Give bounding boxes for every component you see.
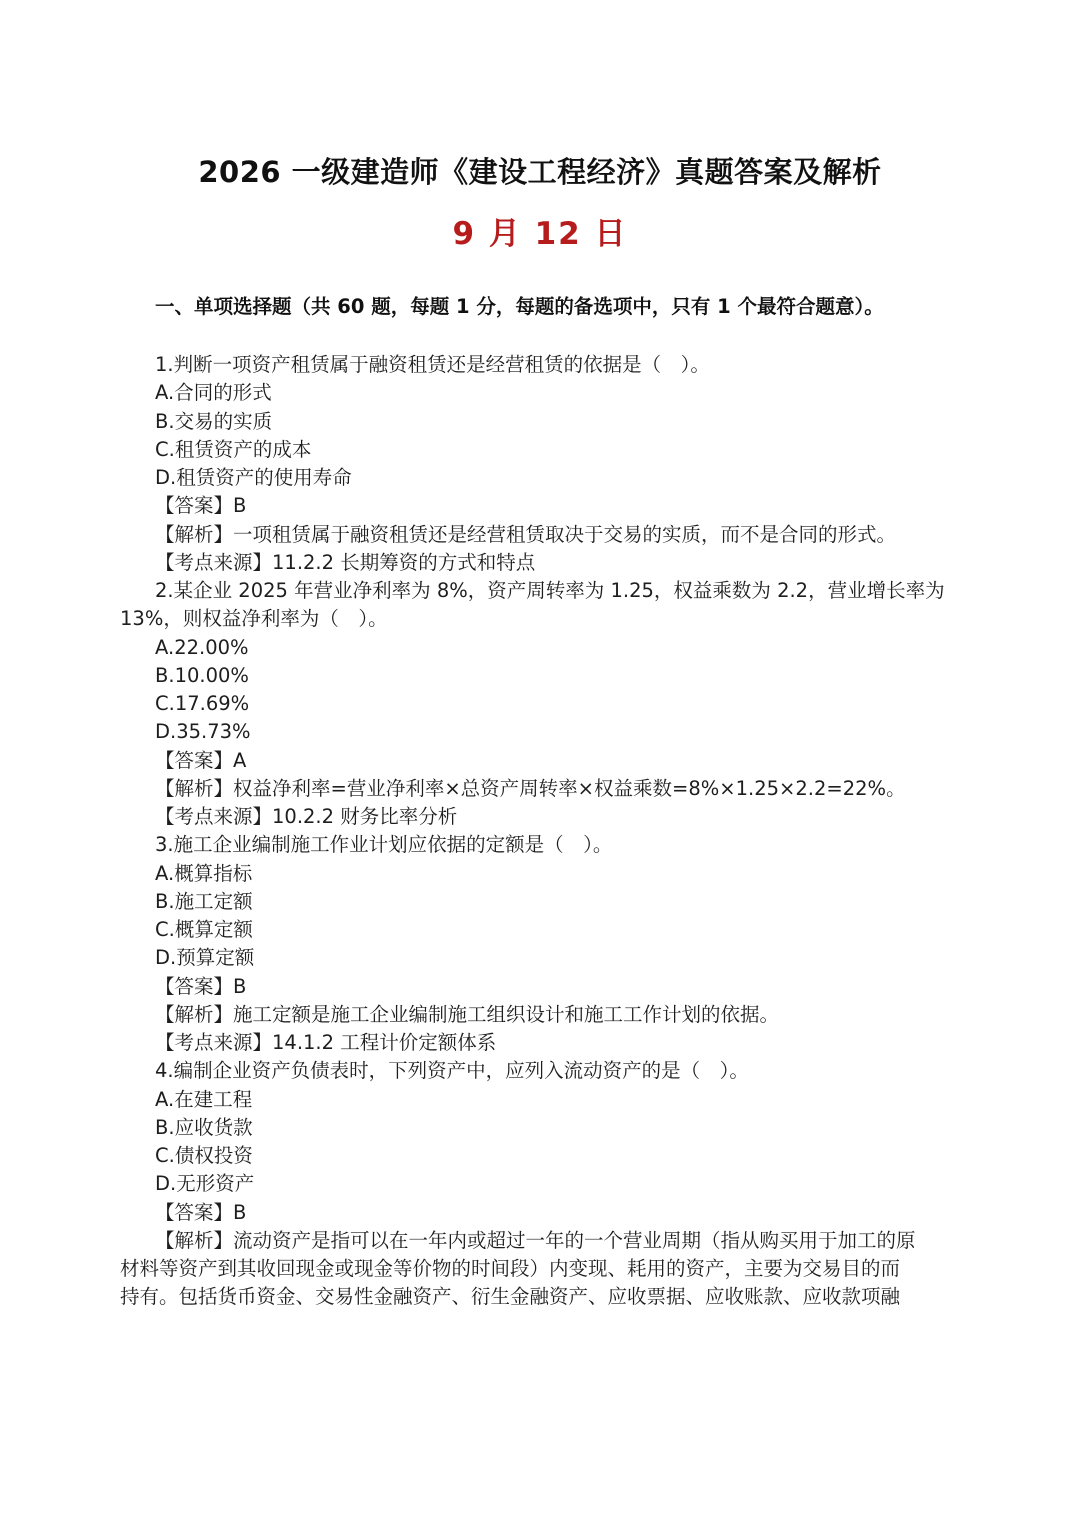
answer: 【答案】B: [155, 1200, 247, 1224]
source: 【考点来源】14.1.2 工程计价定额体系: [155, 1031, 497, 1054]
analysis-continued: 材料等资产到其收回现金或现金等价物的时间段）内变现、耗用的资产，主要为交易目的而: [120, 1257, 901, 1280]
option-b: B.施工定额: [155, 889, 253, 913]
page-title: 2026 一级建造师《建设工程经济》真题答案及解析: [198, 155, 882, 189]
option-b: B.应收货款: [155, 1115, 253, 1139]
option-c: C.17.69%: [155, 692, 250, 715]
option-c: C.债权投资: [155, 1144, 253, 1167]
question-1: [0, 351, 1080, 577]
option-a: A.22.00%: [155, 635, 249, 659]
answer: 【答案】B: [155, 494, 247, 518]
analysis: 【解析】流动资产是指可以在一年内或超过一年的一个营业周期（指从购买用于加工的原: [155, 1228, 916, 1252]
question-stem-continued: 13%，则权益净利率为（ ）。: [120, 607, 388, 631]
option-b: B.10.00%: [155, 663, 249, 687]
exam-date: 9 月 12 日: [452, 216, 628, 252]
analysis: 【解析】施工定额是施工企业编制施工组织设计和施工工作计划的依据。: [155, 1002, 780, 1026]
analysis-continued: 持有。包括货币资金、交易性金融资产、衍生金融资产、应收票据、应收账款、应收款项融: [120, 1285, 901, 1309]
question-stem: 1.判断一项资产租赁属于融资租赁还是经营租赁的依据是（ ）。: [155, 353, 710, 376]
question-3: [0, 831, 1080, 1057]
option-d: D.预算定额: [155, 946, 255, 970]
question-stem: 4.编制企业资产负债表时，下列资产中，应列入流动资产的是（ ）。: [155, 1059, 749, 1083]
option-a: A.在建工程: [155, 1087, 253, 1111]
option-c: C.租赁资产的成本: [155, 437, 312, 461]
question-4: [0, 1057, 1080, 1311]
option-b: B.交易的实质: [155, 409, 273, 433]
source: 【考点来源】10.2.2 财务比率分析: [155, 805, 458, 828]
option-d: D.35.73%: [155, 720, 251, 744]
source: 【考点来源】11.2.2 长期筹资的方式和特点: [155, 550, 536, 574]
question-stem: 2.某企业 2025 年营业净利率为 8%，资产周转率为 1.25，权益乘数为 2.2，营业增长率为: [155, 579, 945, 602]
analysis: 【解析】一项租赁属于融资租赁还是经营租赁取决于交易的实质，而不是合同的形式。: [155, 522, 897, 546]
questions-list: [0, 351, 1080, 1312]
section-heading: 一、单项选择题（共 60 题，每题 1 分，每题的备选项中，只有 1 个最符合题意）。: [155, 295, 884, 318]
option-d: D.无形资产: [155, 1172, 255, 1196]
answer: 【答案】B: [155, 974, 247, 998]
analysis: 【解析】权益净利率=营业净利率×总资产周转率×权益乘数=8%×1.25×2.2=22%。: [155, 776, 906, 800]
option-d: D.租赁资产的使用寿命: [155, 466, 352, 489]
option-c: C.概算定额: [155, 918, 253, 941]
question-stem: 3.施工企业编制施工作业计划应依据的定额是（ ）。: [155, 833, 613, 857]
option-a: A.合同的形式: [155, 381, 272, 405]
question-2: [0, 577, 1080, 831]
option-a: A.概算指标: [155, 861, 253, 885]
answer: 【答案】A: [155, 748, 247, 772]
